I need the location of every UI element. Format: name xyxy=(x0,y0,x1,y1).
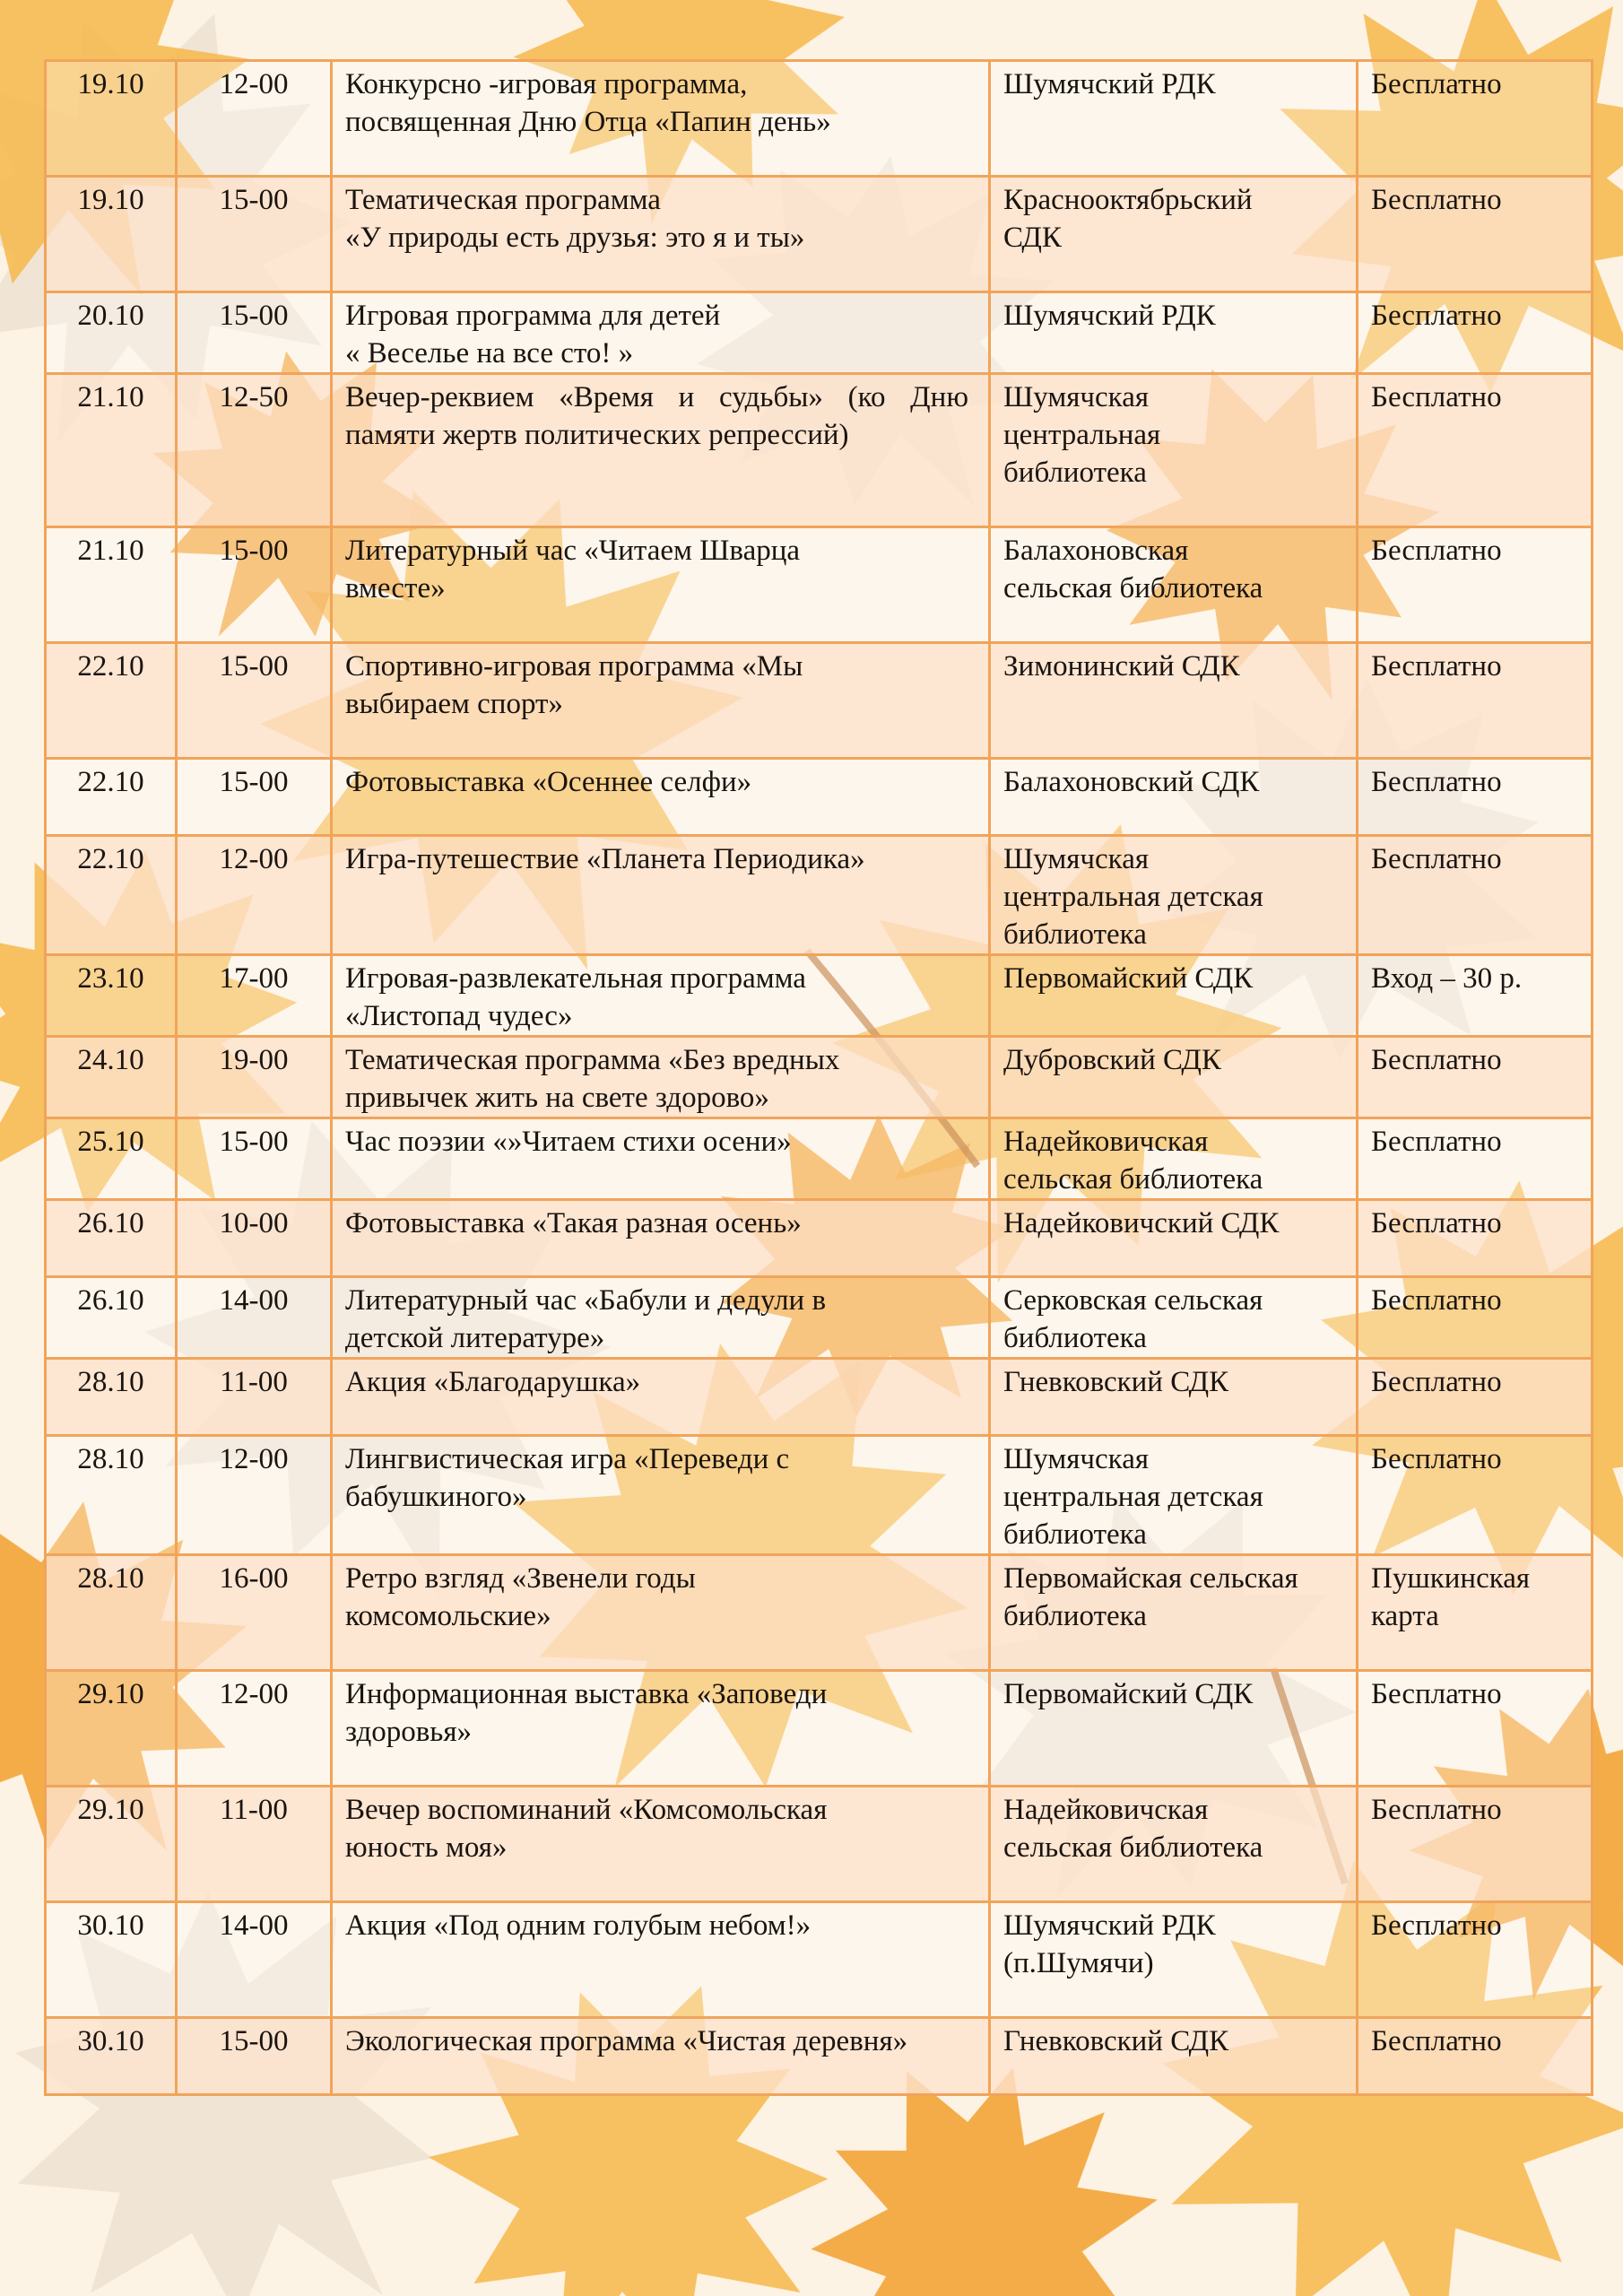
event-venue: Балахоновская сельская библиотека xyxy=(990,527,1358,643)
event-venue: Шумячская центральная библиотека xyxy=(990,374,1358,527)
event-date: 30.10 xyxy=(46,1902,177,2018)
event-venue: Зимонинский СДК xyxy=(990,643,1358,759)
event-price: Бесплатно xyxy=(1358,1359,1593,1436)
event-price: Бесплатно xyxy=(1358,1118,1593,1200)
event-venue: Дубровский СДК xyxy=(990,1037,1358,1118)
event-date: 25.10 xyxy=(46,1118,177,1200)
event-title: Игровая-развлекательная программа «Листопад чудес» xyxy=(332,955,990,1037)
event-price: Бесплатно xyxy=(1358,836,1593,955)
event-title: Вечер воспоминаний «Комсомольская юность моя» xyxy=(332,1787,990,1902)
event-time: 15-00 xyxy=(177,292,332,374)
event-title: Акция «Под одним голубым небом!» xyxy=(332,1902,990,2018)
event-title: Литературный час «Бабули и дедули в детской литературе» xyxy=(332,1277,990,1359)
event-date: 29.10 xyxy=(46,1671,177,1787)
event-time: 14-00 xyxy=(177,1277,332,1359)
event-date: 22.10 xyxy=(46,643,177,759)
event-time: 12-50 xyxy=(177,374,332,527)
event-date: 29.10 xyxy=(46,1787,177,1902)
events-table xyxy=(44,59,1593,2096)
event-price: Бесплатно xyxy=(1358,1436,1593,1555)
event-date: 19.10 xyxy=(46,61,177,177)
event-title: Час поэзии «»Читаем стихи осени» xyxy=(332,1118,990,1200)
table-row xyxy=(46,643,1593,759)
event-time: 16-00 xyxy=(177,1555,332,1671)
event-time: 14-00 xyxy=(177,1902,332,2018)
event-title: Вечер-реквием «Время и судьбы» (ко Дню памяти жертв политических репрессий) xyxy=(332,374,990,527)
event-price: Бесплатно xyxy=(1358,759,1593,836)
event-time: 11-00 xyxy=(177,1359,332,1436)
event-price: Бесплатно xyxy=(1358,292,1593,374)
event-title: Лингвистическая игра «Переведи с бабушкиного» xyxy=(332,1436,990,1555)
table-row xyxy=(46,1555,1593,1671)
table-row xyxy=(46,1037,1593,1118)
table-row xyxy=(46,1118,1593,1200)
event-title: Конкурсно -игровая программа, посвященная Дню Отца «Папин день» xyxy=(332,61,990,177)
event-time: 15-00 xyxy=(177,177,332,292)
event-date: 22.10 xyxy=(46,759,177,836)
event-title: Тематическая программа «У природы есть друзья: это я и ты» xyxy=(332,177,990,292)
event-date: 24.10 xyxy=(46,1037,177,1118)
event-time: 17-00 xyxy=(177,955,332,1037)
event-time: 11-00 xyxy=(177,1787,332,1902)
event-date: 28.10 xyxy=(46,1359,177,1436)
event-date: 19.10 xyxy=(46,177,177,292)
event-date: 28.10 xyxy=(46,1555,177,1671)
event-date: 22.10 xyxy=(46,836,177,955)
event-price: Бесплатно xyxy=(1358,61,1593,177)
event-venue: Шумячский РДК xyxy=(990,61,1358,177)
event-price: Бесплатно xyxy=(1358,1671,1593,1787)
event-venue: Шумячская центральная детская библиотека xyxy=(990,1436,1358,1555)
event-time: 15-00 xyxy=(177,2018,332,2095)
event-price: Бесплатно xyxy=(1358,1277,1593,1359)
table-row xyxy=(46,1902,1593,2018)
event-title: Фотовыставка «Осеннее селфи» xyxy=(332,759,990,836)
event-time: 15-00 xyxy=(177,643,332,759)
event-time: 15-00 xyxy=(177,759,332,836)
event-title: Игра-путешествие «Планета Периодика» xyxy=(332,836,990,955)
event-venue: Шумячская центральная детская библиотека xyxy=(990,836,1358,955)
event-venue: Надейковичская сельская библиотека xyxy=(990,1118,1358,1200)
event-title: Фотовыставка «Такая разная осень» xyxy=(332,1200,990,1277)
event-date: 28.10 xyxy=(46,1436,177,1555)
table-row xyxy=(46,1436,1593,1555)
table-row xyxy=(46,836,1593,955)
event-title: Акция «Благодарушка» xyxy=(332,1359,990,1436)
event-venue: Балахоновский СДК xyxy=(990,759,1358,836)
event-price: Бесплатно xyxy=(1358,177,1593,292)
event-title: Экологическая программа «Чистая деревня» xyxy=(332,2018,990,2095)
event-date: 26.10 xyxy=(46,1277,177,1359)
event-venue: Надейковичская сельская библиотека xyxy=(990,1787,1358,1902)
event-time: 12-00 xyxy=(177,836,332,955)
event-venue: Надейковичский СДК xyxy=(990,1200,1358,1277)
table-row xyxy=(46,1671,1593,1787)
event-title: Ретро взгляд «Звенели годы комсомольские» xyxy=(332,1555,990,1671)
table-row xyxy=(46,1200,1593,1277)
event-time: 12-00 xyxy=(177,1436,332,1555)
event-venue: Первомайская сельская библиотека xyxy=(990,1555,1358,1671)
event-price: Пушкинская карта xyxy=(1358,1555,1593,1671)
event-title: Спортивно-игровая программа «Мы выбираем спорт» xyxy=(332,643,990,759)
table-row xyxy=(46,1359,1593,1436)
event-date: 23.10 xyxy=(46,955,177,1037)
table-row xyxy=(46,374,1593,527)
event-date: 30.10 xyxy=(46,2018,177,2095)
event-time: 10-00 xyxy=(177,1200,332,1277)
event-venue: Краснооктябрьский СДК xyxy=(990,177,1358,292)
event-time: 12-00 xyxy=(177,1671,332,1787)
event-time: 15-00 xyxy=(177,527,332,643)
event-date: 20.10 xyxy=(46,292,177,374)
event-venue: Первомайский СДК xyxy=(990,955,1358,1037)
event-date: 26.10 xyxy=(46,1200,177,1277)
event-price: Бесплатно xyxy=(1358,374,1593,527)
table-row xyxy=(46,955,1593,1037)
table-row xyxy=(46,527,1593,643)
event-title: Тематическая программа «Без вредных привычек жить на свете здорово» xyxy=(332,1037,990,1118)
event-title: Информационная выставка «Заповеди здоровья» xyxy=(332,1671,990,1787)
event-price: Бесплатно xyxy=(1358,1787,1593,1902)
event-venue: Серковская сельская библиотека xyxy=(990,1277,1358,1359)
event-title: Литературный час «Читаем Шварца вместе» xyxy=(332,527,990,643)
event-venue: Шумячский РДК (п.Шумячи) xyxy=(990,1902,1358,2018)
table-row xyxy=(46,2018,1593,2095)
table-row xyxy=(46,1277,1593,1359)
event-time: 12-00 xyxy=(177,61,332,177)
event-price: Бесплатно xyxy=(1358,1037,1593,1118)
event-venue: Гневковский СДК xyxy=(990,2018,1358,2095)
event-price: Бесплатно xyxy=(1358,527,1593,643)
event-time: 15-00 xyxy=(177,1118,332,1200)
event-venue: Шумячский РДК xyxy=(990,292,1358,374)
event-price: Бесплатно xyxy=(1358,1902,1593,2018)
event-time: 19-00 xyxy=(177,1037,332,1118)
table-row xyxy=(46,61,1593,177)
event-price: Бесплатно xyxy=(1358,643,1593,759)
event-date: 21.10 xyxy=(46,527,177,643)
table-row xyxy=(46,177,1593,292)
event-date: 21.10 xyxy=(46,374,177,527)
event-price: Вход – 30 р. xyxy=(1358,955,1593,1037)
event-price: Бесплатно xyxy=(1358,2018,1593,2095)
table-row xyxy=(46,1787,1593,1902)
event-venue: Первомайский СДК xyxy=(990,1671,1358,1787)
event-price: Бесплатно xyxy=(1358,1200,1593,1277)
event-venue: Гневковский СДК xyxy=(990,1359,1358,1436)
table-row xyxy=(46,292,1593,374)
table-row xyxy=(46,759,1593,836)
event-title: Игровая программа для детей « Веселье на все сто! » xyxy=(332,292,990,374)
